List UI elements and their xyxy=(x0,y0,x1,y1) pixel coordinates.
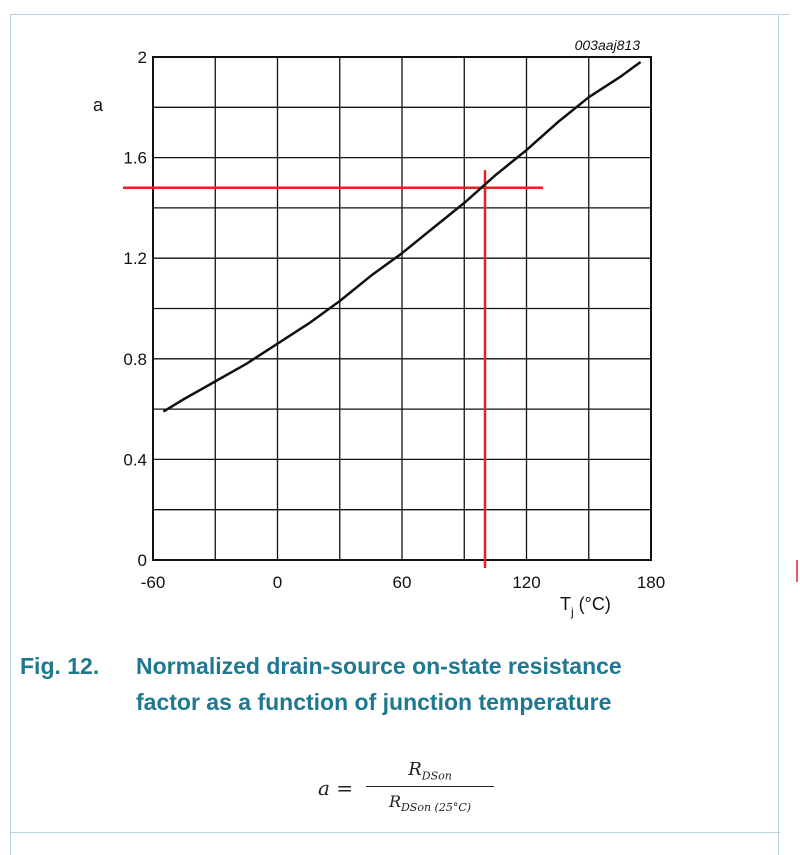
formula-denominator xyxy=(366,789,494,821)
x-tick-label: 180 xyxy=(636,573,666,592)
figure-number: Fig. 12. xyxy=(20,653,100,679)
denominator-main: R xyxy=(388,792,401,811)
caption-line-1: Normalized drain-source on-state resistance xyxy=(136,653,622,679)
grid xyxy=(153,57,651,560)
denominator-sub: DSon (25°C) xyxy=(400,801,472,815)
y-tick-label: 0.4 xyxy=(123,450,147,470)
numerator-sub: DSon xyxy=(421,769,452,783)
x-tick-label: -60 xyxy=(140,573,166,592)
x-tick-label: 120 xyxy=(512,573,541,592)
y-tick-label: 1.6 xyxy=(123,148,147,168)
caption-line-2: factor as a function of junction temperature xyxy=(136,689,612,715)
x-tick-label: 0 xyxy=(272,573,283,592)
x-axis-label-main: T xyxy=(560,594,571,614)
x-tick-label: 60 xyxy=(392,573,412,592)
formula-numerator xyxy=(366,756,494,784)
chart-id-label: 003aaj813 xyxy=(574,37,640,53)
y-tick-label: 0 xyxy=(137,551,147,570)
x-axis-label xyxy=(560,594,611,619)
annotations xyxy=(123,170,543,568)
y-axis-label: a xyxy=(92,95,104,115)
numerator-main: R xyxy=(408,759,422,780)
y-tick-label: 1.2 xyxy=(123,249,147,269)
formula-lhs: a = xyxy=(318,776,354,800)
fraction-bar xyxy=(366,786,494,787)
y-tick-label: 2 xyxy=(137,48,147,67)
tick-labels xyxy=(123,48,665,592)
x-axis-label-sub: j xyxy=(571,605,574,619)
x-axis-label-unit: (°C) xyxy=(573,594,611,614)
formula-fraction xyxy=(366,756,494,821)
figure-caption xyxy=(20,648,760,720)
y-tick-label: 0.8 xyxy=(123,349,147,369)
frame-bottom-border xyxy=(10,832,780,833)
